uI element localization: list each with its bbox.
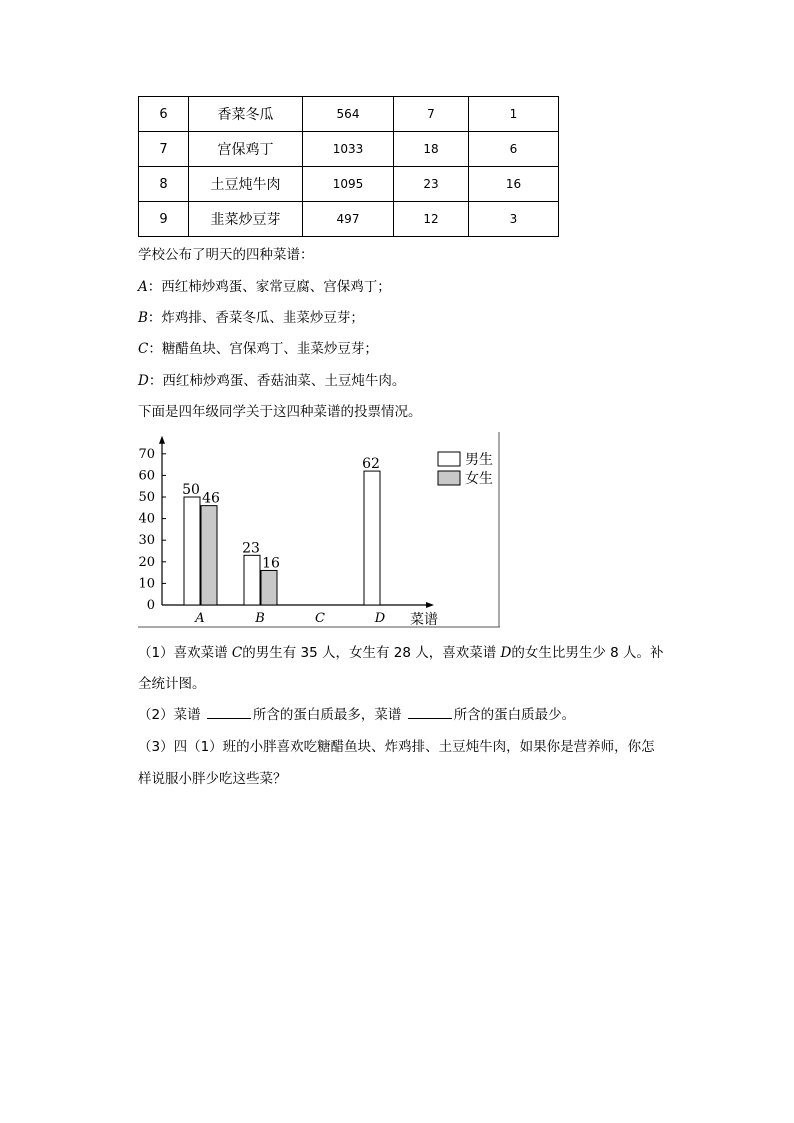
bar-boys [364, 471, 380, 605]
y-tick-label: 60 [138, 468, 155, 484]
table-cell: 18 [394, 132, 469, 167]
menu-letter: C [138, 341, 149, 357]
y-tick-label: 40 [138, 511, 155, 527]
question-1-line-1 [138, 641, 664, 661]
legend-label: 男生 [465, 452, 493, 468]
legend-swatch [438, 452, 460, 466]
table-cell: 564 [303, 97, 394, 132]
legend-label: 女生 [465, 471, 493, 487]
menu-b [138, 306, 364, 326]
q1-letter-d: D [500, 645, 512, 661]
data-label: 23 [242, 540, 260, 557]
menu-letter: A [138, 279, 148, 295]
table-cell: 3 [469, 202, 559, 237]
menu-items: ：西红柿炒鸡蛋、家常豆腐、宫保鸡丁； [147, 279, 391, 295]
menu-letter: D [138, 373, 149, 389]
q2-text-a: （2）菜谱 [138, 707, 205, 723]
legend-swatch [438, 471, 460, 485]
table-cell: 宫保鸡丁 [189, 132, 303, 167]
table-row [139, 97, 559, 132]
y-tick-label: 70 [138, 446, 155, 462]
table-cell: 香菜冬瓜 [189, 97, 303, 132]
table-cell: 6 [469, 132, 559, 167]
table-cell: 1 [469, 97, 559, 132]
table-row [139, 167, 559, 202]
question-3-line-2: 样说服小胖少吃这些菜？ [138, 771, 287, 787]
x-axis-label: 菜谱 [410, 612, 438, 628]
menu-items: ：糖醋鱼块、宫保鸡丁、韭菜炒豆芽； [148, 341, 378, 357]
x-tick-label: A [195, 611, 205, 626]
table-cell: 8 [139, 167, 189, 202]
question-3-line-1: （3）四（1）班的小胖喜欢吃糖醋鱼块、炸鸡排、土豆炖牛肉，如果你是营养师，你怎 [138, 739, 655, 755]
table-cell: 7 [394, 97, 469, 132]
answer-blank-least[interactable] [408, 706, 452, 719]
x-axis-arrow [426, 602, 434, 608]
table-cell: 7 [139, 132, 189, 167]
table-cell: 12 [394, 202, 469, 237]
data-label: 16 [262, 555, 280, 572]
menu-a [138, 275, 391, 295]
bar-girls [201, 506, 217, 605]
data-label: 62 [362, 456, 380, 473]
bar-boys [184, 497, 200, 605]
bar-girls [261, 570, 277, 605]
table-cell: 1095 [303, 167, 394, 202]
bar-boys [244, 555, 260, 605]
table-row [139, 202, 559, 237]
menu-items: ：西红柿炒鸡蛋、香菇油菜、土豆炖牛肉。 [148, 373, 406, 389]
menu-items: ：炸鸡排、香菜冬瓜、韭菜炒豆芽； [147, 310, 364, 326]
table-cell: 16 [469, 167, 559, 202]
q1-text-b: 的男生有 35 人，女生有 28 人，喜欢菜谱 [242, 645, 501, 661]
y-tick-label: 0 [146, 598, 155, 613]
vote-intro: 下面是四年级同学关于这四种菜谱的投票情况。 [138, 404, 422, 420]
x-tick-label: B [255, 611, 265, 626]
x-tick-label: D [374, 611, 386, 626]
menu-letter: B [138, 310, 148, 326]
q2-text-c: 所含的蛋白质最少。 [453, 707, 576, 723]
q2-text-b: 所含的蛋白质最多，菜谱 [252, 707, 406, 723]
q1-text-c: 的女生比男生少 8 人。补 [511, 645, 664, 661]
table-cell: 土豆炖牛肉 [189, 167, 303, 202]
question-1-line-2: 全统计图。 [138, 676, 206, 692]
y-axis-arrow [159, 436, 165, 444]
menu-c [138, 337, 378, 357]
nutrition-table [138, 96, 559, 237]
table-cell: 韭菜炒豆芽 [189, 202, 303, 237]
x-tick-label: C [315, 611, 325, 626]
table-cell: 23 [394, 167, 469, 202]
data-label: 46 [202, 490, 220, 507]
data-label: 50 [182, 482, 200, 498]
y-tick-label: 50 [138, 490, 155, 505]
question-2 [138, 703, 575, 723]
q1-text-a: （1）喜欢菜谱 [138, 645, 232, 661]
table-row [139, 132, 559, 167]
q1-letter-c: C [231, 645, 243, 661]
vote-chart-svg [138, 432, 500, 628]
table-cell: 6 [139, 97, 189, 132]
y-tick-label: 30 [138, 533, 155, 549]
vote-chart [138, 432, 500, 628]
table-cell: 497 [303, 202, 394, 237]
menu-intro: 学校公布了明天的四种菜谱： [138, 247, 314, 263]
answer-blank-most[interactable] [207, 706, 251, 719]
table-cell: 9 [139, 202, 189, 237]
y-tick-label: 20 [138, 554, 155, 570]
y-tick-label: 10 [138, 576, 155, 592]
menu-d [138, 369, 405, 389]
table-cell: 1033 [303, 132, 394, 167]
